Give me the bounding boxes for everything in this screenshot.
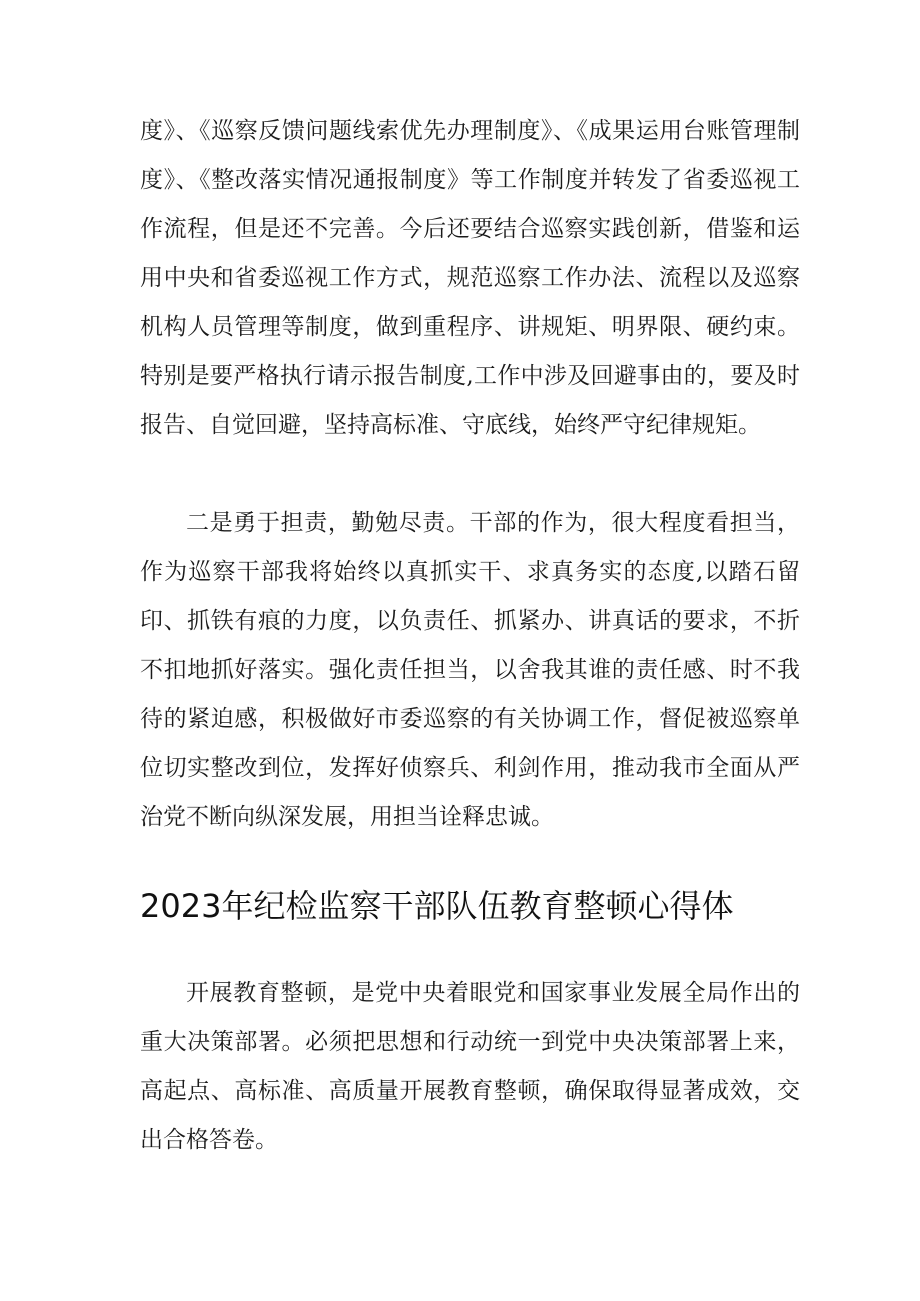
section-heading: 2023年纪检监察干部队伍教育整顿心得体	[140, 887, 734, 925]
paragraph-responsibility: 二是勇于担责，勤勉尽责。干部的作为，很大程度看担当，作为巡察干部我将始终以真抓实干、求真务实的态度,以踏石留印、抓铁有痕的力度，以负责任、抓紧办、讲真话的要求，不折不扣地抓好落实。强化责任担当，以舍我其谁的责任感、时不我待的紧迫感，积极做好市委巡察的有关协调工作，督促被巡察单位切实整改到位，发挥好侦察兵、利剑作用，推动我市全面从严治党不断向纵深发展，用担当诠释忠诚。	[140, 510, 800, 830]
paragraph-continuation: 度》、《巡察反馈问题线索优先办理制度》、《成果运用台账管理制度》、《整改落实情况通报制度》等工作制度并转发了省委巡视工作流程，但是还不完善。今后还要结合巡察实践创新，借鉴和运用中央和省委巡视工作方式，规范巡察工作办法、流程以及巡察机构人员管理等制度，做到重程序、讲规矩、明界限、硬约束。特别是要严格执行请示报告制度,工作中涉及回避事由的，要及时报告、自觉回避，坚持高标准、守底线，始终严守纪律规矩。	[140, 118, 800, 438]
paragraph-intro: 开展教育整顿，是党中央着眼党和国家事业发展全局作出的重大决策部署。必须把思想和行动统一到党中央决策部署上来，高起点、高标准、高质量开展教育整顿，确保取得显著成效，交出合格答卷。	[140, 980, 800, 1153]
